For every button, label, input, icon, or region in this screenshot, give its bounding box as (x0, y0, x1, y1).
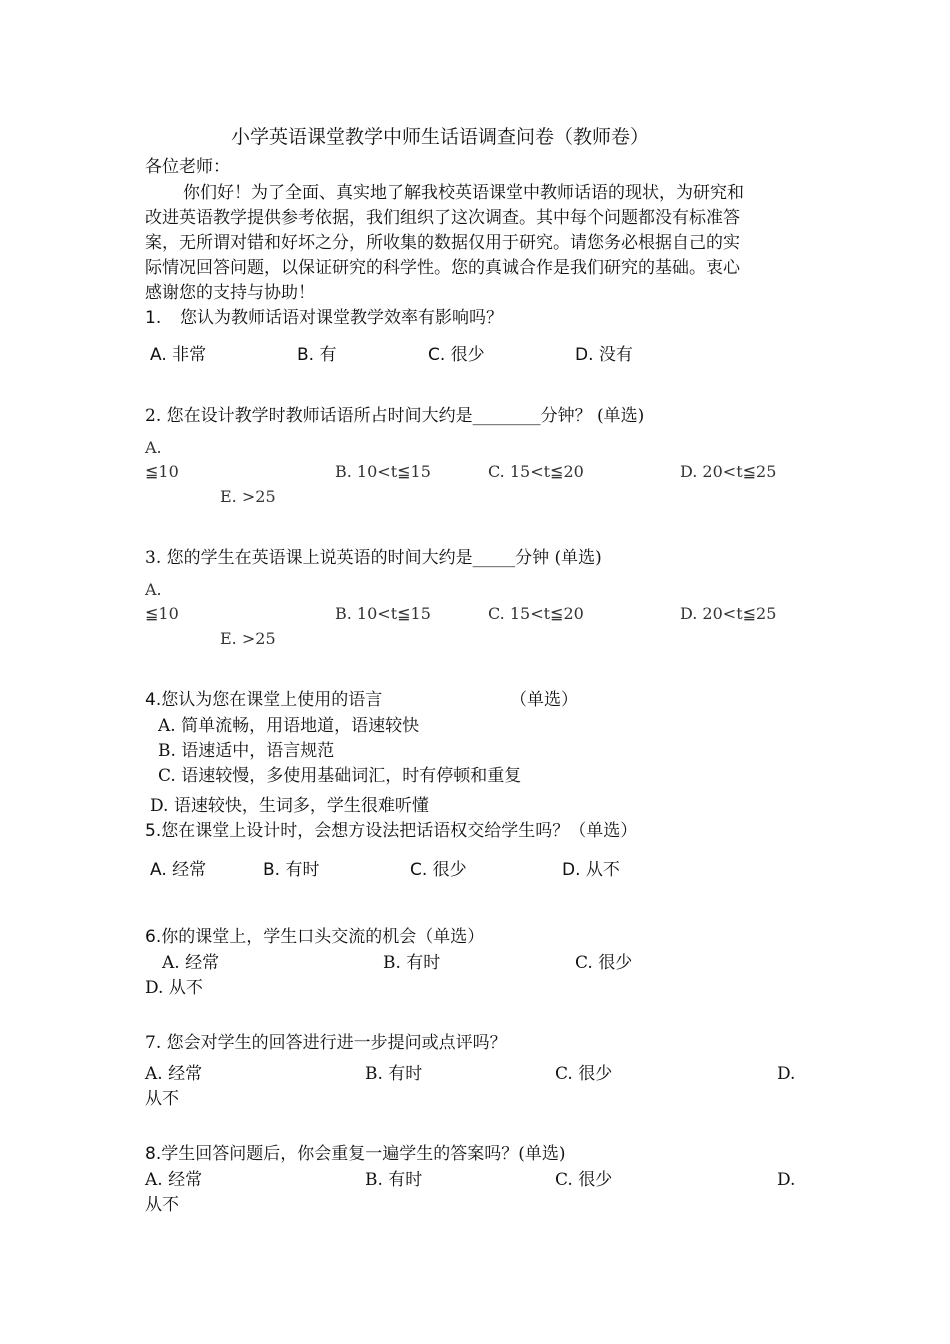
q2-suffix: 分钟？ (单选) (540, 406, 645, 426)
q3-option-c[interactable]: C. 15<t≦20 (488, 604, 584, 623)
q5-option-a[interactable]: A. 经常 (150, 860, 207, 880)
q4-option-b[interactable]: B. 语速适中，语言规范 (158, 741, 335, 761)
q6-text: 你的课堂上，学生口头交流的机会（单选） (161, 927, 485, 947)
q4-note: （单选） (510, 690, 578, 710)
q3-option-a[interactable]: ≦10 (145, 604, 179, 623)
q7-option-d-letter[interactable]: D. (777, 1064, 796, 1084)
q5-question (145, 823, 637, 840)
q5-option-b[interactable]: B. 有时 (263, 860, 320, 880)
q8-question (145, 1146, 566, 1163)
q6-option-b[interactable]: B. 有时 (383, 953, 441, 973)
intro-line: 际情况回答问题，以保证研究的科学性。您的真诚合作是我们研究的基础。衷心 (145, 258, 740, 278)
q2-option-b[interactable]: B. 10<t≦15 (335, 462, 431, 481)
q6-question (145, 929, 484, 946)
q4-option-a[interactable]: A. 简单流畅，用语地道，语速较快 (158, 716, 420, 736)
q7-text: 7. 您会对学生的回答进行进一步提问或点评吗？ (145, 1033, 507, 1053)
intro-line: 案，无所谓对错和好坏之分，所收集的数据仅用于研究。请您务必根据自己的实 (145, 233, 740, 253)
q7-option-d[interactable]: 从不 (145, 1089, 179, 1109)
q5-text: 您在课堂上设计时，会想方设法把话语权交给学生吗？（单选） (161, 821, 638, 841)
q4-option-d[interactable]: D. 语速较快，生词多，学生很难听懂 (150, 796, 429, 816)
q6-number: 6. (145, 927, 162, 947)
q5-number: 5. (145, 821, 162, 841)
intro-line: 你们好！为了全面、真实地了解我校英语课堂中教师话语的现状，为研究和 (183, 183, 744, 203)
q4-text: 您认为您在课堂上使用的语言 (161, 690, 383, 710)
q8-option-a[interactable]: A. 经常 (145, 1170, 203, 1190)
q4-option-c[interactable]: C. 语速较慢，多使用基础词汇，时有停顿和重复 (158, 766, 522, 786)
q8-option-b[interactable]: B. 有时 (365, 1170, 423, 1190)
q7-option-b[interactable]: B. 有时 (365, 1064, 423, 1084)
q3-option-d[interactable]: D. 20<t≦25 (680, 604, 777, 623)
greeting: 各位老师： (145, 157, 230, 177)
q2-option-d[interactable]: D. 20<t≦25 (680, 462, 777, 481)
q7-option-c[interactable]: C. 很少 (555, 1064, 613, 1084)
q1-option-c[interactable]: C. 很少 (428, 345, 485, 365)
q8-text: 学生回答问题后，你会重复一遍学生的答案吗？(单选) (161, 1144, 566, 1164)
q1-option-a[interactable]: A. 非常 (150, 345, 207, 365)
page-title: 小学英语课堂教学中师生话语调查问卷（教师卷） (231, 126, 650, 148)
q6-option-a[interactable]: A. 经常 (162, 953, 220, 973)
q7-option-a[interactable]: A. 经常 (145, 1064, 203, 1084)
q8-option-c[interactable]: C. 很少 (555, 1170, 613, 1190)
q8-option-d-letter[interactable]: D. (777, 1170, 796, 1190)
q2-option-e[interactable]: E. >25 (220, 487, 276, 506)
q8-option-d[interactable]: 从不 (145, 1195, 179, 1215)
intro-line: 改进英语教学提供参考依据，我们组织了这次调查。其中每个问题都没有标准答 (145, 208, 740, 228)
q3-option-a-letter: A. (145, 580, 162, 599)
q3-option-b[interactable]: B. 10<t≦15 (335, 604, 431, 623)
q4-question (145, 692, 382, 709)
q1-number: 1. (145, 308, 162, 328)
q3-option-e[interactable]: E. >25 (220, 629, 276, 648)
q1-option-b[interactable]: B. 有 (297, 345, 337, 365)
q4-number: 4. (145, 690, 162, 710)
q2-option-a-letter: A. (145, 438, 162, 457)
q5-option-d[interactable]: D. 从不 (562, 860, 620, 880)
q1-option-d[interactable]: D. 没有 (575, 345, 633, 365)
q6-option-c[interactable]: C. 很少 (575, 953, 633, 973)
q2-text (145, 408, 644, 425)
q2-blank[interactable]: ________ (472, 406, 541, 426)
intro-line: 感谢您的支持与协助！ (145, 283, 315, 303)
q3-text: 3. 您的学生在英语课上说英语的时间大约是_____分钟 (单选) (145, 548, 602, 568)
q8-number: 8. (145, 1144, 162, 1164)
q2-question: 2. 您在设计教学时教师话语所占时间大约是 (145, 406, 473, 426)
q1-text: 您认为教师话语对课堂教学效率有影响吗？ (180, 308, 503, 328)
q2-option-a[interactable]: ≦10 (145, 462, 179, 481)
q2-option-c[interactable]: C. 15<t≦20 (488, 462, 584, 481)
q6-option-d[interactable]: D. 从不 (145, 978, 203, 998)
q5-option-c[interactable]: C. 很少 (410, 860, 467, 880)
